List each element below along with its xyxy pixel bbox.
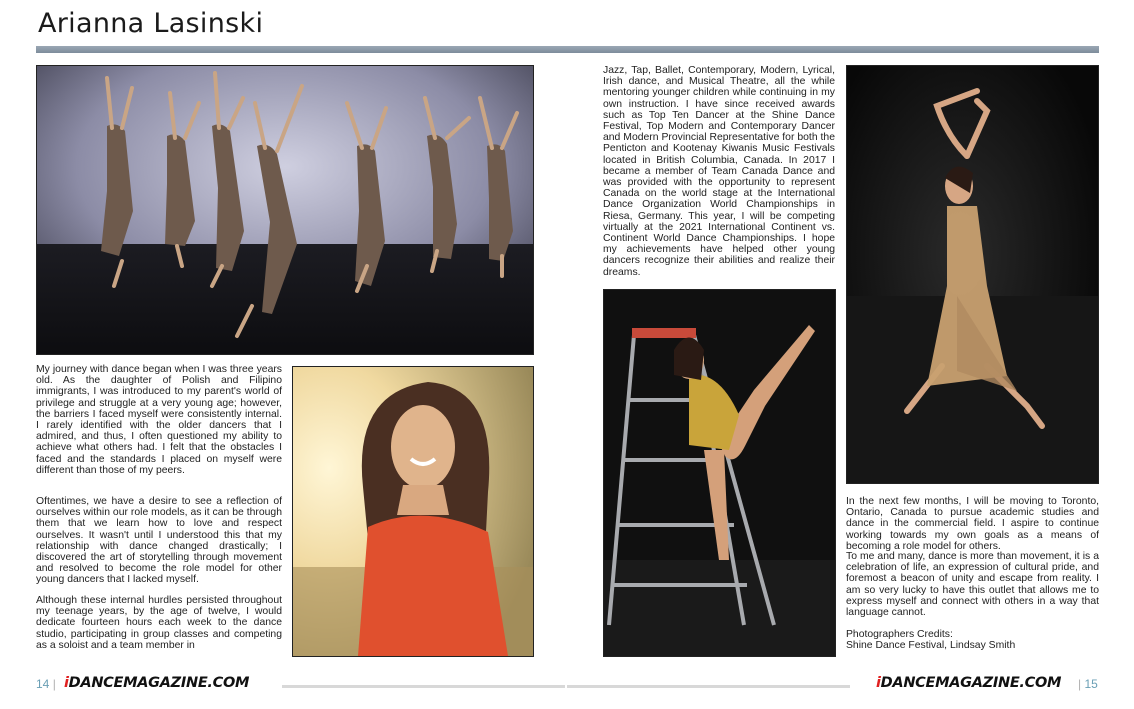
portrait-image [293,367,533,656]
left-brand-logo [64,675,249,691]
ladder-dance-image [604,290,835,656]
solo-dance-image [847,66,1098,483]
page-title: Arianna Lasinski [38,8,264,39]
brand-i-right: i [876,675,881,691]
col1-paragraph-1: My journey with dance began when I was three years old. As the daughter of Polish and Filipino immigrants, I was introduced to my parent's world of privilege and struggle at a very young age; however, the barriers I faced myself were consistently internal. I rarely identified with the older dancers that I admired, and thus, I often questioned my ability to achieve what others had. I felt that the obstacles I faced and the standards I placed on myself were different than those of my peers. [36,364,282,476]
right-brand-logo [876,675,1061,691]
ladder-dance-photo [603,289,836,657]
footer-rule-left [282,685,565,688]
col2-paragraph-1: Jazz, Tap, Ballet, Contemporary, Modern, Lyrical, Irish dance, and Musical Theatre, all the while mentoring younger children while continuing in my own instruction. I have since received awards such as Top Ten Dancer at the Shine Dance Festival, Top Modern and Contemporary Dancer and Modern Provincial Representative for both the Penticton and Kootenay Kiwanis Music Festivals located in British Columbia, Canada. In 2017 I became a member of Team Canada Dance and was provided with the opportunity to represent Canada on the world stage at the International Dance Organization World Championships in Riesa, Germany. This year, I will be competing virtually at the 2021 International Continent vs. Continent World Dance Championships. I hope my achievements have helped other young dancers recognize their abilities and realize their dreams. [603,65,835,278]
col1-paragraph-3: Although these internal hurdles persisted throughout my teenage years, by the age of twelve, I would dedicate fourteen hours each week to the dance studio, participating in group classes and competing as a soloist and a team member in [36,595,282,651]
portrait-photo [292,366,534,657]
right-page-number [1078,677,1098,691]
brand-i-left: i [64,675,69,691]
col3-paragraph-1: In the next few months, I will be moving to Toronto, Ontario, Canada to pursue academic studies and dance in the commercial field. I aspire to continue working towards my own goals as a means of becoming a role model for others. [846,496,1099,552]
brand-text-right: DANCEMAGAZINE.COM [880,675,1062,691]
solo-dance-photo [846,65,1099,484]
left-page-number-value: 14 [36,677,50,691]
photo-credits-value: Shine Dance Festival, Lindsay Smith [846,640,1016,651]
col3-paragraph-2: To me and many, dance is more than movement, it is a celebration of life, an expression of cultural pride, and foremost a beacon of unity and escape from reality. I am so very lucky to have this outlet that allows me to express myself and connect with others in a way that language cannot. [846,551,1099,619]
right-pipe: | [1078,677,1082,691]
left-pipe: | [52,677,56,691]
right-page-number-value: 15 [1084,677,1098,691]
brand-text-left: DANCEMAGAZINE.COM [68,675,250,691]
group-dance-photo [36,65,534,355]
col1-paragraph-2: Oftentimes, we have a desire to see a reflection of ourselves within our role models, as it can be through them that we learn how to love and respect ourselves. It wasn't until I understood this that my relationship with dance changed drastically; I discovered the art of storytelling through movement and resolved to become the role model for other young dancers that I lacked myself. [36,496,282,586]
photo-credits-label: Photographers Credits: [846,629,953,640]
footer-rule-right [567,685,850,688]
title-rule [36,46,1099,53]
left-page-number [36,677,56,691]
group-dance-image [37,66,533,354]
